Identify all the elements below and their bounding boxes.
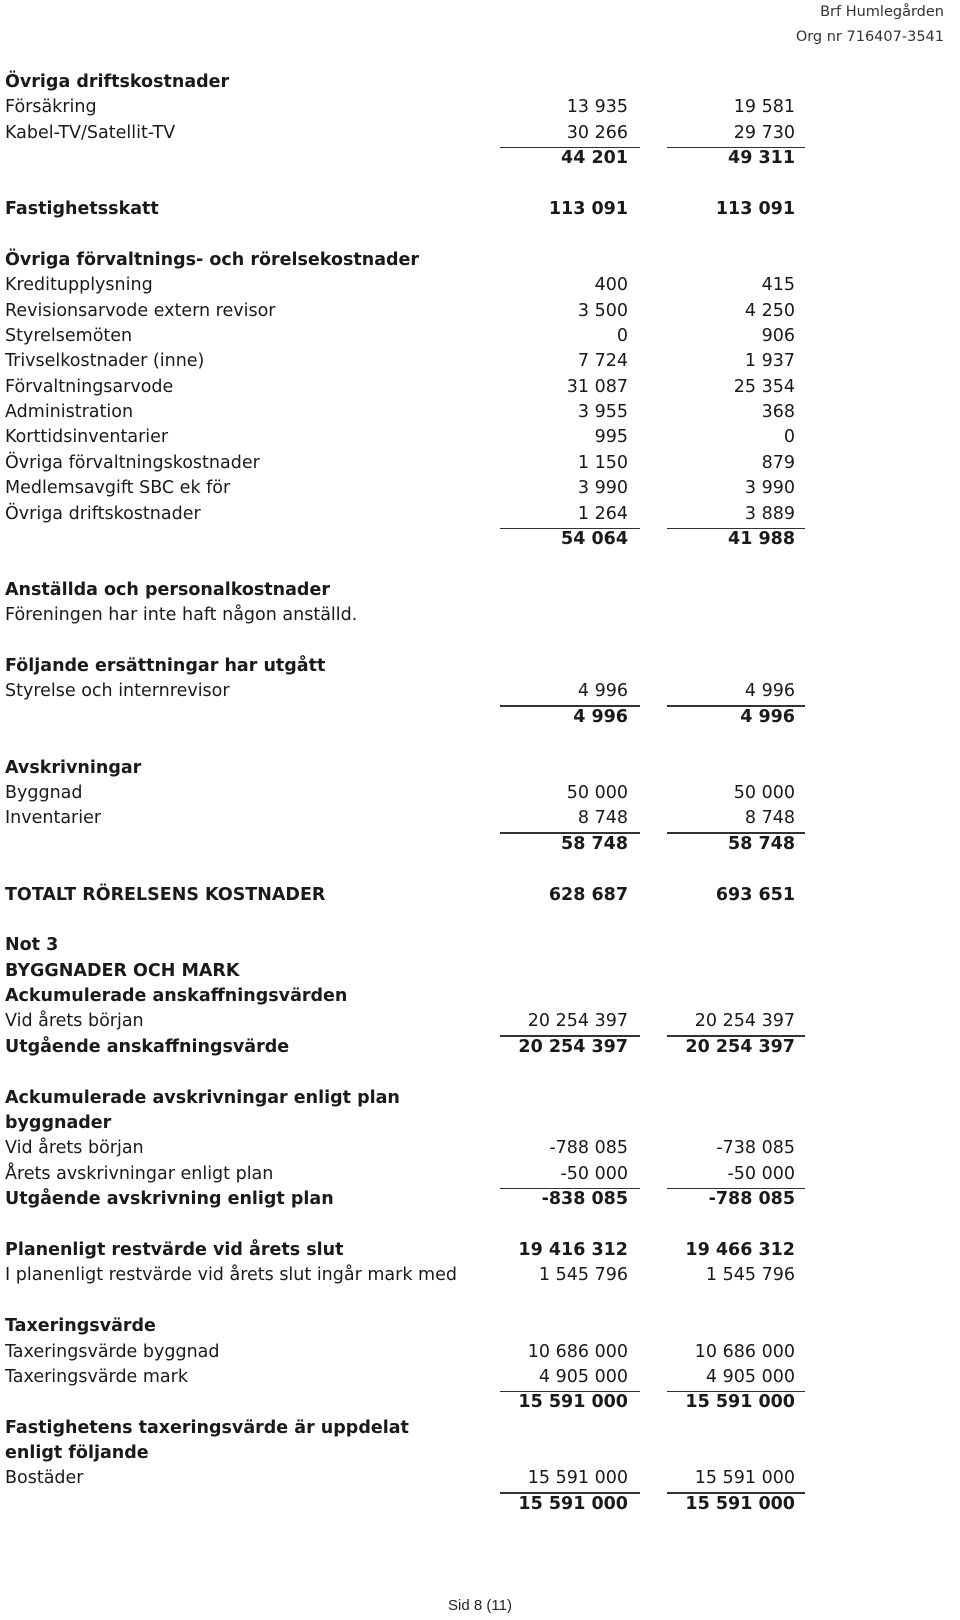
value-current-year: 1 545 796: [538, 1265, 628, 1286]
table-row: [5, 1187, 805, 1212]
value-previous-year: 4 250: [744, 300, 795, 321]
row-label: Avskrivningar: [5, 757, 142, 778]
row-label: Ackumulerade anskaffningsvärden: [5, 986, 348, 1007]
row-label: Anställda och personalkostnader: [5, 579, 330, 600]
table-row: [5, 121, 805, 146]
table-row: [5, 248, 805, 273]
value-previous-year: 10 686 000: [694, 1341, 795, 1362]
value-current-year: 44 201: [561, 148, 628, 169]
subtotal-row: [5, 1492, 805, 1517]
row-label: Styrelse och internrevisor: [5, 681, 230, 702]
table-row: [5, 451, 805, 476]
value-previous-year: 1 545 796: [705, 1265, 795, 1286]
table-row: [5, 299, 805, 324]
table-row: [5, 984, 805, 1009]
value-current-year: 3 955: [577, 402, 628, 423]
value-previous-year: 58 748: [728, 833, 795, 854]
table-row: [5, 806, 805, 831]
row-label: Övriga förvaltnings- och rörelsekostnader: [5, 249, 420, 270]
value-previous-year: 415: [761, 275, 795, 296]
table-row: [5, 1035, 805, 1060]
table-row: [5, 959, 805, 984]
table-row: [5, 578, 805, 603]
table-row: [5, 197, 805, 222]
subtotal-row: [5, 146, 805, 171]
row-label: Förvaltningsarvode: [5, 376, 174, 397]
value-previous-year: -788 085: [708, 1189, 795, 1210]
value-current-year: 31 087: [566, 376, 628, 397]
value-previous-year: 41 988: [728, 529, 795, 550]
table-row: [5, 1238, 805, 1263]
row-label: Kabel-TV/Satellit-TV: [5, 122, 176, 143]
table-row: [5, 425, 805, 450]
row-label: Taxeringsvärde mark: [5, 1366, 188, 1387]
row-label: Följande ersättningar har utgått: [5, 655, 326, 676]
row-label: Medlemsavgift SBC ek för: [5, 478, 231, 499]
page-number: Sid 8 (11): [448, 1597, 512, 1614]
row-label: Inventarier: [5, 808, 102, 829]
subtotal-row: [5, 832, 805, 857]
row-label: Kreditupplysning: [5, 275, 153, 296]
value-previous-year: 4 905 000: [706, 1365, 795, 1390]
table-row: [5, 679, 805, 704]
row-label: Trivselkostnader (inne): [5, 351, 205, 372]
row-label: Vid årets början: [5, 1138, 144, 1159]
row-label: Övriga förvaltningskostnader: [5, 452, 260, 473]
value-current-year: 54 064: [561, 529, 628, 550]
value-current-year: 1 264: [578, 502, 628, 527]
value-current-year: 3 500: [577, 300, 628, 321]
value-previous-year: 19 581: [733, 97, 795, 118]
value-previous-year: 29 730: [734, 121, 795, 146]
table-row: [5, 1263, 805, 1288]
table-row: [5, 1441, 805, 1466]
value-current-year: 3 990: [577, 478, 628, 499]
row-label: Årets avskrivningar enligt plan: [5, 1163, 274, 1184]
table-row: [5, 1466, 805, 1491]
value-previous-year: 4 996: [745, 679, 795, 704]
table-row: [5, 476, 805, 501]
row-label: enligt följande: [5, 1443, 149, 1464]
table-row: [5, 1314, 805, 1339]
value-previous-year: 50 000: [733, 782, 795, 803]
value-previous-year: 8 748: [745, 806, 795, 831]
value-current-year: 995: [594, 427, 628, 448]
value-previous-year: 20 254 397: [685, 1036, 795, 1057]
row-label: Utgående avskrivning enligt plan: [5, 1189, 334, 1210]
value-current-year: 4 905 000: [539, 1365, 628, 1390]
table-row: [5, 95, 805, 120]
table-row: [5, 1009, 805, 1034]
value-current-year: 30 266: [567, 121, 628, 146]
table-row: [5, 70, 805, 95]
value-previous-year: 49 311: [728, 148, 795, 169]
value-current-year: 15 591 000: [528, 1466, 628, 1491]
table-row: [5, 324, 805, 349]
page-header: [796, 0, 944, 50]
org-number: Org nr 716407-3541: [795, 29, 944, 45]
table-row: [5, 933, 805, 958]
company-name: Brf Humlegården: [820, 4, 944, 20]
value-previous-year: 693 651: [715, 884, 795, 905]
row-label: Korttidsinventarier: [5, 427, 169, 448]
value-previous-year: 368: [761, 402, 795, 423]
subtotal-row: [5, 1390, 805, 1415]
row-label: Försäkring: [5, 97, 97, 118]
value-current-year: 19 416 312: [518, 1239, 628, 1260]
value-previous-year: 1 937: [744, 351, 795, 372]
value-current-year: -838 085: [541, 1189, 628, 1210]
value-current-year: 7 724: [577, 351, 628, 372]
row-label: Övriga driftskostnader: [5, 503, 201, 524]
value-current-year: 13 935: [566, 97, 628, 118]
table-row: [5, 781, 805, 806]
row-label: Fastighetens taxeringsvärde är uppdelat: [5, 1417, 409, 1438]
value-previous-year: 15 591 000: [685, 1493, 795, 1514]
value-previous-year: 20 254 397: [695, 1009, 795, 1034]
row-label: Styrelsemöten: [5, 325, 133, 346]
table-row: [5, 603, 805, 628]
value-previous-year: 906: [761, 325, 795, 346]
value-current-year: 20 254 397: [518, 1036, 628, 1057]
row-label: I planenligt restvärde vid årets slut ingår mark med: [5, 1265, 457, 1286]
row-label: Not 3: [5, 935, 59, 956]
value-current-year: 400: [594, 275, 628, 296]
row-label: Föreningen har inte haft någon anställd.: [5, 605, 358, 626]
value-previous-year: 3 990: [744, 478, 795, 499]
value-current-year: 0: [616, 325, 628, 346]
value-current-year: 4 996: [578, 679, 628, 704]
row-label: BYGGNADER OCH MARK: [5, 960, 240, 981]
value-previous-year: 3 889: [745, 502, 795, 527]
value-previous-year: -50 000: [727, 1162, 795, 1187]
row-label: Övriga driftskostnader: [5, 72, 230, 92]
row-label: Planenligt restvärde vid årets slut: [5, 1239, 344, 1260]
row-label: Bostäder: [5, 1468, 84, 1489]
table-row: [5, 654, 805, 679]
value-previous-year: 19 466 312: [685, 1239, 795, 1260]
value-current-year: 628 687: [548, 884, 628, 905]
row-label: byggnader: [5, 1113, 112, 1134]
subtotal-row: [5, 705, 805, 730]
table-row: [5, 1365, 805, 1390]
value-current-year: -788 085: [549, 1138, 628, 1159]
value-previous-year: 0: [783, 427, 795, 448]
table-row: [5, 1111, 805, 1136]
value-current-year: 20 254 397: [528, 1009, 628, 1034]
table-row: [5, 502, 805, 527]
table-row: [5, 1136, 805, 1161]
value-previous-year: -738 085: [716, 1138, 795, 1159]
row-label: Revisionsarvode extern revisor: [5, 300, 276, 321]
table-row: [5, 1340, 805, 1365]
table-row: [5, 1416, 805, 1441]
row-label: Ackumulerade avskrivningar enligt plan: [5, 1087, 400, 1108]
table-row: [5, 1086, 805, 1111]
subtotal-row: [5, 527, 805, 552]
value-current-year: 1 150: [577, 452, 628, 473]
value-current-year: 4 996: [573, 706, 628, 727]
value-previous-year: 113 091: [715, 198, 795, 219]
value-previous-year: 15 591 000: [695, 1466, 795, 1491]
table-row: [5, 375, 805, 400]
row-label: Taxeringsvärde byggnad: [5, 1341, 220, 1362]
financial-notes: [5, 70, 805, 1517]
value-previous-year: 15 591 000: [685, 1392, 795, 1413]
table-row: [5, 883, 805, 908]
table-row: [5, 400, 805, 425]
row-label: Vid årets början: [5, 1011, 144, 1032]
row-label: Byggnad: [5, 782, 83, 803]
value-current-year: 15 591 000: [518, 1493, 628, 1514]
row-label: Administration: [5, 402, 134, 423]
value-previous-year: 25 354: [733, 376, 795, 397]
value-current-year: 10 686 000: [527, 1341, 628, 1362]
row-label: TOTALT RÖRELSENS KOSTNADER: [5, 884, 326, 905]
value-current-year: -50 000: [560, 1162, 628, 1187]
table-row: [5, 349, 805, 374]
value-current-year: 113 091: [548, 198, 628, 219]
table-row: [5, 1162, 805, 1187]
value-previous-year: 4 996: [740, 706, 795, 727]
table-row: [5, 756, 805, 781]
value-current-year: 15 591 000: [518, 1392, 628, 1413]
value-previous-year: 879: [761, 452, 795, 473]
row-label: Taxeringsvärde: [5, 1316, 156, 1337]
row-label: Fastighetsskatt: [5, 198, 159, 219]
row-label: Utgående anskaffningsvärde: [5, 1036, 290, 1057]
value-current-year: 8 748: [578, 806, 628, 831]
table-row: [5, 273, 805, 298]
value-current-year: 58 748: [561, 833, 628, 854]
value-current-year: 50 000: [566, 782, 628, 803]
